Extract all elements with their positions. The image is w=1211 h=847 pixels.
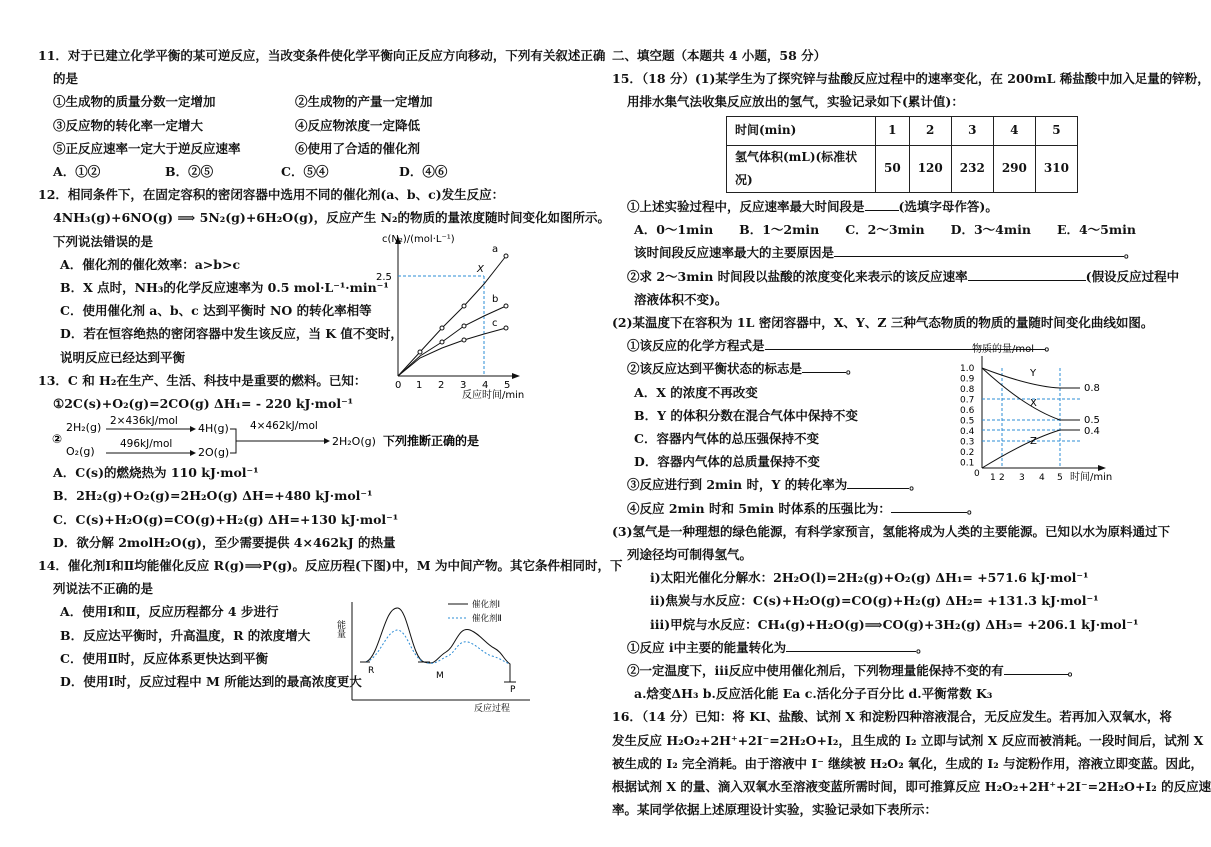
q12-label-a: a (492, 244, 499, 255)
q15-part3-cont: 列途径均可制得氢气。 (627, 547, 753, 563)
table-cell: 2 (909, 116, 951, 145)
table-cell: 3 (951, 116, 993, 145)
q15-ytick: 0 (974, 469, 980, 479)
table-cell: 时间(min) (727, 116, 876, 145)
q15-x-arrow (1098, 465, 1106, 471)
q11-opt6: ⑥使用了合适的催化剂 (295, 140, 421, 156)
q15-c3-text: ③反应进行到 2min 时，Y 的转化率为 (627, 477, 848, 493)
q15-c2-b: B．Y 的体积分数在混合气体中保持不变 (634, 407, 858, 423)
q15-c1: ①该反应的化学方程式是 。 (612, 334, 1167, 357)
q15-xtick: 4 (1039, 473, 1045, 483)
q13-product: 2H₂O(g) (332, 435, 376, 449)
q13-num2: ② (52, 432, 63, 447)
q11-opt4: ④反应物浓度一定降低 (295, 117, 421, 133)
q13-o-atom: 2O(g) (198, 446, 230, 460)
q15-part3: (3)氢气是一种理想的绿色能源，有科学家预言，氢能将成为人类的主要能源。已知以水为原料通过下 (612, 523, 1171, 539)
q13-o2: O₂(g) (66, 445, 95, 459)
q15-xtick: 2 (999, 473, 1005, 483)
q14-legend2: 催化剂Ⅱ (472, 614, 502, 624)
q12-equation: 4NH₃(g)+6NO(g) ⟹ 5N₂(g)+6H₂O(g)，反应产生 N₂的物质的量浓度随时间变化如图所示。 (53, 210, 610, 226)
q12-xlabel: 反应时间/min (462, 390, 525, 401)
q15-p2-tail: (假设反应过程中 (1085, 268, 1180, 284)
q13-eq1: ①2C(s)+O₂(g)=2CO(g) ΔH₁= - 220 kJ·mol⁻¹ (53, 396, 354, 412)
q15-p1-reason: 该时间段反应速率最大的主要原因是 。 (612, 241, 1167, 264)
q12-point (462, 324, 466, 328)
section-title: 二、填空题（本题共 4 小题，58 分） (612, 48, 827, 63)
q13-o-label: 496kJ/mol (120, 438, 173, 451)
q15-c4-text: ④反应 2min 时和 5min 时体系的压强比为： (627, 500, 891, 516)
q15-label-y: Y (1030, 368, 1037, 379)
q15-route-i: ⅰ)太阳光催化分解水：2H₂O(l)=2H₂(g)+O₂(g) ΔH₁= +571.6 kJ·mol⁻¹ (650, 570, 1089, 586)
q15-e2-options: a.焓变ΔH₃ b.反应活化能 Ea c.活化分子百分比 d.平衡常数 K₃ (634, 686, 993, 702)
q12-point-x: X (477, 264, 484, 275)
q13-combine-bracket (230, 429, 324, 453)
q12-point (440, 326, 444, 330)
q11-options-row3 (38, 137, 598, 160)
q15-p1 (612, 195, 1167, 218)
q12-label-b: b (492, 294, 499, 305)
q15-p1-options (612, 218, 1167, 241)
q11-options-row1 (38, 90, 598, 113)
q15-p2-text: ②求 2～3min 时间段以盐酸的浓度变化来表示的该反应速率 (627, 268, 968, 284)
q13-combine-label: 4×462kJ/mol (250, 420, 318, 433)
q11-stem-cont: 的是 (53, 71, 79, 87)
q12-point (504, 254, 508, 258)
q15-c2: ②该反应达到平衡状态的标志是 。 (612, 357, 1167, 380)
q15-opt-e: E．4～5min (1056, 222, 1136, 238)
table-cell: 50 (876, 145, 910, 192)
q15-opt-b: B．1～2min (739, 222, 820, 238)
q12-point (462, 338, 466, 342)
q15-p2 (612, 265, 1180, 288)
q13-choice-a: A．C(s)的燃烧热为 110 kJ·mol⁻¹ (53, 465, 259, 481)
q15-ytick: 0.4 (960, 427, 975, 437)
q15-c4: ④反应 2min 时和 5min 时体系的压强比为： 。 (612, 497, 1167, 520)
q15-stem-cont: 用排水集气法收集反应放出的氢气，实验记录如下(累计值)： (627, 94, 964, 110)
q11-choice-a: A．①② (53, 164, 101, 180)
q15-e2: ②一定温度下，ⅲ反应中使用催化剂后，下列物理量能保持不变的有 。 (612, 659, 1167, 682)
q15-c2-c: C．容器内气体的总压强保持不变 (634, 431, 819, 447)
q12-choice-d-cont: 说明反应已经达到平衡 (60, 349, 186, 365)
q12-choice-b: B．X 点时，NH₃的化学反应速率为 0.5 mol·L⁻¹·min⁻¹ (60, 280, 389, 296)
answer-blank[interactable] (968, 266, 1086, 281)
table-cell: 5 (1035, 116, 1077, 145)
q15-ytick: 0.5 (960, 416, 975, 427)
q13-h-arrowhead (190, 426, 196, 432)
q12-curve-a (398, 256, 506, 376)
q11-stem: 11．对于已建立化学平衡的某可逆反应，当改变条件使化学平衡向正反应方向移动，下列有关叙述正确 (38, 48, 606, 63)
q15-route-iii: ⅲ)甲烷与水反应：CH₄(g)+H₂O(g)⟹CO(g)+3H₂(g) ΔH₃= +206.1 kJ·mol⁻¹ (650, 616, 1139, 632)
table-cell: 310 (1035, 145, 1077, 192)
answer-blank[interactable] (834, 242, 1124, 257)
q12-stem: 12．相同条件下，在固定容积的密闭容器中选用不同的催化剂(a、b、c)发生反应： (38, 187, 505, 203)
q15-x-ticks (990, 473, 1063, 483)
q15-c2-d: D．容器内气体的总质量保持不变 (634, 454, 820, 470)
q11-opt2: ②生成物的产量一定增加 (295, 94, 433, 110)
q15-label-x: X (1030, 398, 1037, 409)
q15-c1-text: ①该反应的化学方程式是 (627, 338, 765, 354)
q15-opt-d: D．3～4min (950, 222, 1031, 238)
q15-ytick: 0.8 (960, 385, 975, 395)
q15-ylabel: 物质的量/mol (972, 344, 1035, 355)
table-cell: 120 (909, 145, 951, 192)
q14-choice-b: B．反应达平衡时，升高温度，R 的浓度增大 (60, 627, 311, 643)
q15-end-y: 0.8 (1084, 383, 1100, 394)
q14-p: P (510, 685, 516, 695)
q15-xtick: 1 (990, 473, 996, 483)
q14-r: R (368, 666, 375, 676)
q14-stem: 14．催化剂Ⅰ和Ⅱ均能催化反应 R(g)⟹P(g)。反应历程(下图)中，M 为中间产物。其它条件相同时，下 (38, 558, 623, 574)
q12-xtick-5: 5 (504, 380, 511, 391)
q12-xtick-0: 0 (395, 380, 402, 391)
q12-point (504, 326, 508, 330)
q11-opt5: ⑤正反应速率一定大于逆反应速率 (53, 140, 241, 156)
q15-route-ii: ⅱ)焦炭与水反应：C(s)+H₂O(g)=CO(g)+H₂(g) ΔH₂= +131.3 kJ·mol⁻¹ (650, 593, 1099, 609)
q12-ytick: 2.5 (376, 272, 392, 283)
q14-legend1: 催化剂Ⅰ (472, 600, 501, 610)
q15-ytick: 1.0 (960, 364, 975, 374)
q11-choice-b: B．②⑤ (165, 164, 214, 180)
q15-ytick: 0.6 (960, 406, 975, 416)
q11-choices (38, 160, 598, 183)
q14-stem-cont: 列说法不正确的是 (53, 581, 154, 597)
q15-xlabel: 时间/min (1070, 472, 1113, 483)
table-cell: 4 (993, 116, 1035, 145)
q14-choice-d: D．使用Ⅰ时，反应过程中 M 所能达到的最高浓度更大 (60, 674, 362, 690)
q14-m: M (436, 671, 444, 681)
q15-opt-c: C．2～3min (845, 222, 925, 238)
q12-point (418, 350, 422, 354)
q15-e2-text: ②一定温度下，ⅲ反应中使用催化剂后，下列物理量能保持不变的有 (627, 663, 1004, 679)
q15-ytick: 0.9 (960, 374, 975, 385)
q12-xtick-4: 4 (482, 380, 489, 391)
q15-y-ticks (960, 364, 980, 479)
q15-c2-text: ②该反应达到平衡状态的标志是 (627, 361, 803, 377)
q13-energy-scheme (38, 415, 598, 461)
q13-combine-arrowhead (324, 438, 330, 444)
q16-line4: 根据试剂 X 的量、滴入双氧水至溶液变蓝所需时间，即可推算反应 H₂O₂+2H⁺+2I⁻=2H₂O+I₂ 的反应速 (612, 779, 1211, 795)
q11-options-row2 (38, 114, 598, 137)
q12-xtick-2: 2 (438, 380, 445, 391)
q15-p1-reason-text: 该时间段反应速率最大的主要原因是 (634, 245, 835, 261)
table-cell: 氢气体积(mL)(标准状况) (727, 145, 876, 192)
q15-xtick: 5 (1057, 473, 1063, 483)
q11-opt1: ①生成物的质量分数一定增加 (53, 94, 216, 110)
answer-blank[interactable] (847, 474, 909, 489)
q15-c3: ③反应进行到 2min 时，Y 的转化率为 。 (612, 473, 1167, 496)
q12-point (462, 304, 466, 308)
q15-table (726, 116, 1078, 193)
q16-line5: 率。某同学依据上述原理设计实验，实验记录如下表所示： (612, 802, 938, 818)
answer-blank[interactable] (891, 498, 967, 513)
q12-x-arrow (512, 373, 520, 379)
q15-e1-text: ①反应 ⅰ中主要的能量转化为 (627, 639, 787, 655)
q16-line2: 发生反应 H₂O₂+2H⁺+2I⁻=2H₂O+I₂，且生成的 I₂ 立即与试剂 X 反应而被消耗。一段时间后，试剂 X (612, 732, 1204, 748)
q12-choice-a: A．催化剂的催化效率：a>b>c (60, 256, 241, 272)
q13-ask: 下列推断正确的是 (383, 434, 480, 449)
answer-blank[interactable] (786, 637, 916, 652)
q16-line3: 被生成的 I₂ 完全消耗。由于溶液中 I⁻ 继续被 H₂O₂ 氧化，生成的 I₂ 与淀粉作用，溶液立即变蓝。因此， (612, 755, 1204, 771)
q12-point (504, 304, 508, 308)
q15-stem: 15．（18 分）(1)某学生为了探究锌与盐酸反应过程中的速率变化，在 200mL 稀盐酸中加入足量的锌粉， (612, 71, 1210, 87)
q15-opt-a: A．0～1min (634, 222, 714, 238)
q13-stem: 13．C 和 H₂在生产、生活、科技中是重要的燃料。已知： (38, 372, 367, 388)
q15-xtick: 3 (1019, 473, 1025, 483)
q15-e1: ①反应 ⅰ中主要的能量转化为 。 (612, 636, 1167, 659)
q15-ytick: 0.7 (960, 395, 975, 406)
answer-blank[interactable] (802, 358, 846, 373)
q15-guides (982, 368, 1080, 468)
q13-scheme-svg (38, 415, 578, 461)
q15-chart (948, 340, 1148, 488)
q13-choice-c: C．C(s)+H₂O(g)=CO(g)+H₂(g) ΔH=+130 kJ·mol⁻¹ (53, 511, 399, 527)
q12-ylabel: c(N₂)/(mol·L⁻¹) (382, 234, 455, 245)
q11-choice-c: C．⑤④ (281, 164, 329, 180)
q12-chart (376, 230, 546, 402)
q13-choice-b: B．2H₂(g)+O₂(g)=2H₂O(g) ΔH=+480 kJ·mol⁻¹ (53, 488, 373, 504)
q15-end-x: 0.5 (1084, 415, 1100, 426)
q11-opt3: ③反应物的转化率一定增大 (53, 117, 204, 133)
q12-choice-c: C．使用催化剂 a、b、c 达到平衡时 NO 的转化率相等 (60, 303, 372, 319)
q12-point (440, 340, 444, 344)
q15-ytick: 0.2 (960, 448, 975, 458)
answer-blank[interactable] (1004, 660, 1068, 675)
q11-choice-d: D．④⑥ (399, 164, 448, 180)
q12-xtick-1: 1 (416, 380, 423, 391)
q14-choice-c: C．使用Ⅱ时，反应体系更快达到平衡 (60, 650, 268, 666)
q13-h-atom: 4H(g) (198, 422, 229, 436)
table-cell: 1 (876, 116, 910, 145)
q14-xlabel: 反应过程 (474, 704, 511, 714)
q15-part2: (2)某温度下在容积为 1L 密闭容器中，X、Y、Z 三种气态物质的物质的量随时间变化曲线如图。 (612, 315, 1154, 331)
q13-choice-d: D．欲分解 2molH₂O(g)，至少需要提供 4×462kJ 的热量 (53, 534, 396, 550)
q15-p1-tail: (选填字母作答)。 (898, 199, 998, 215)
q15-label-z: Z (1030, 436, 1037, 447)
q12-curve-b (398, 306, 506, 376)
q14-choice-a: A．使用Ⅰ和Ⅱ，反应历程都分 4 步进行 (60, 604, 279, 620)
q12-ask: 下列说法错误的是 (53, 233, 154, 249)
table-cell: 232 (951, 145, 993, 192)
table-row (727, 145, 1078, 192)
table-cell: 290 (993, 145, 1035, 192)
q15-ytick: 0.1 (960, 458, 975, 469)
q15-end-z: 0.4 (1084, 426, 1100, 437)
q14-ylabel: 能量 (335, 620, 345, 638)
table-row (727, 116, 1078, 145)
q15-p1-text: ①上述实验过程中，反应速率最大时间段是 (627, 199, 865, 215)
q15-c2-a: A．X 的浓度不再改变 (634, 384, 758, 400)
q13-h-label: 2×436kJ/mol (110, 415, 178, 428)
answer-blank[interactable] (865, 196, 899, 211)
q12-choice-d: D．若在恒容绝热的密闭容器中发生该反应，当 K 值不变时， (60, 326, 403, 342)
q12-xtick-3: 3 (460, 380, 467, 391)
q14-chart (335, 596, 540, 714)
q16-line1: 16．（14 分）已知：将 KI、盐酸、试剂 X 和淀粉四种溶液混合，无反应发生。若再加入双氧水，将 (612, 709, 1172, 725)
q12-label-c: c (492, 318, 498, 329)
q13-o-arrowhead (190, 450, 196, 456)
q13-h2: 2H₂(g) (66, 421, 102, 435)
q15-p2-cont: 溶液体积不变)。 (634, 291, 728, 307)
q15-ytick: 0.3 (960, 437, 975, 448)
